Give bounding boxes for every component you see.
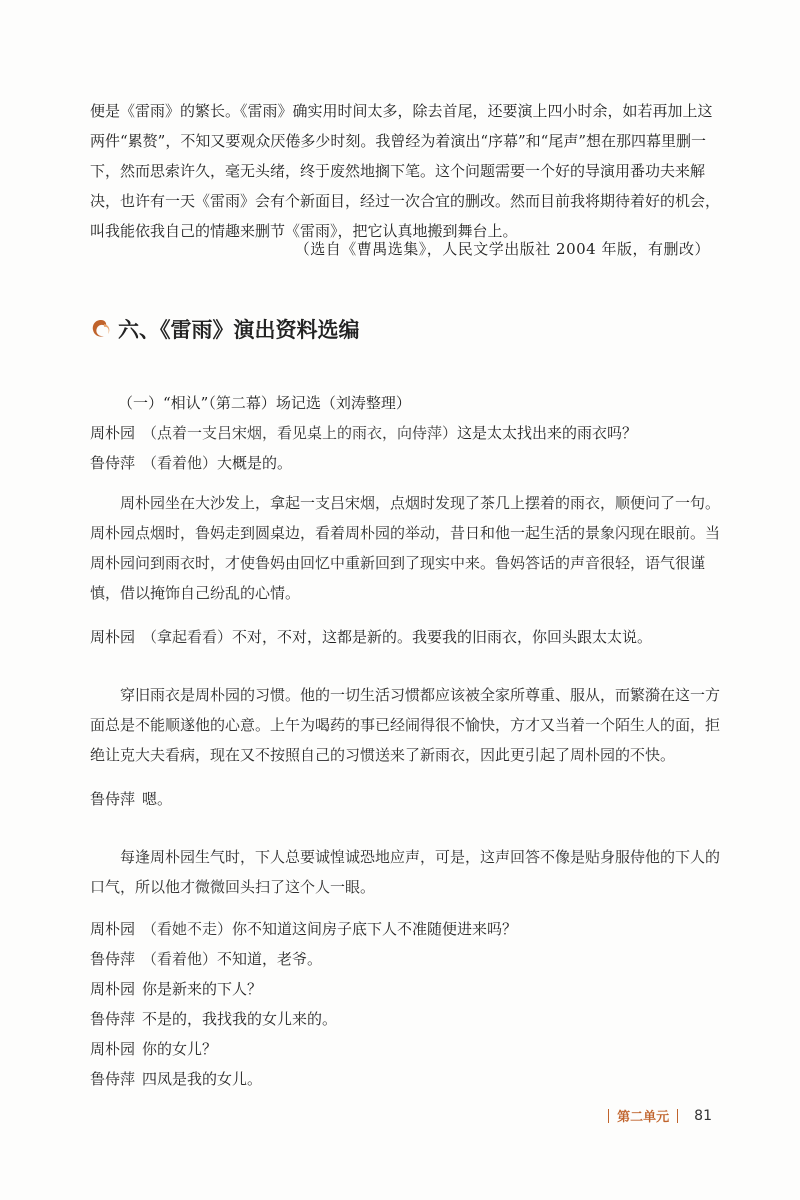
- dialog-line: [90, 784, 730, 814]
- line-text: 这是太太找出来的雨衣吗？: [457, 424, 638, 442]
- speaker: 周朴园: [90, 628, 136, 646]
- dialog-group-3: [90, 784, 730, 814]
- section-title: 六、《雷雨》演出资料选编: [118, 318, 360, 342]
- dialog-line: [90, 944, 730, 974]
- dialog-group-4: [90, 914, 730, 1094]
- line-text: 你不知道这间房子底下人不准随便进来吗？: [232, 920, 518, 938]
- citation: （选自《曹禺选集》，人民文学出版社 2004 年版，有删改）: [294, 240, 710, 258]
- speaker: 鲁侍萍: [90, 454, 136, 472]
- stage-direction: （看着他）: [142, 950, 218, 968]
- footer-divider: [608, 1109, 609, 1123]
- speaker: 鲁侍萍: [90, 1070, 136, 1088]
- line-text: 四凤是我的女儿。: [142, 1070, 263, 1088]
- stage-direction: （拿起看看）: [142, 628, 233, 646]
- speaker: 周朴园: [90, 920, 136, 938]
- section-heading: [90, 312, 360, 346]
- dialog-line: [90, 914, 730, 944]
- dialog-group-1: [90, 418, 730, 478]
- page-footer: [608, 1106, 712, 1125]
- subheading: （一）“相认”（第二幕）场记选（刘涛整理）: [118, 394, 411, 412]
- stage-direction: （看她不走）: [142, 920, 233, 938]
- line-text: 不是的，我找我的女儿来的。: [142, 1010, 338, 1028]
- footer-unit-label: 第二单元: [617, 1110, 670, 1125]
- stage-direction: （看着他）: [142, 454, 218, 472]
- speaker: 周朴园: [90, 424, 136, 442]
- dialog-line: [90, 448, 730, 478]
- dialog-line: [90, 1034, 730, 1064]
- stage-direction: （点着一支吕宋烟，看见桌上的雨衣，向侍萍）: [142, 424, 458, 442]
- line-text: 你是新来的下人？: [142, 980, 263, 998]
- dialog-line: [90, 622, 730, 652]
- swirl-icon: [90, 318, 112, 340]
- dialog-line: [90, 974, 730, 1004]
- top-paragraph: 便是《雷雨》的繁长。《雷雨》确实用时间太多，除去首尾，还要演上四小时余，如若再加上这两件“累赘”，不知又要观众厌倦多少时刻。我曾经为着演出“序幕”和“尾声”想在那四幕里删一下，然而思索许久，毫无头绪，终于废然地搁下笔。这个问题需要一个好的导演用番功夫来解决，也许有一天《雷雨》会有个新面目，经过一次合宜的删改。然而目前我将期待着好的机会，叫我能依我自己的情趣来删节《雷雨》，把它认真地搬到舞台上。: [90, 102, 721, 240]
- line-text: 嗯。: [142, 790, 173, 808]
- dialog-line: [90, 1064, 730, 1094]
- speaker: 鲁侍萍: [90, 950, 136, 968]
- line-text: 你的女儿？: [142, 1040, 218, 1058]
- narration-2: 穿旧雨衣是周朴园的习惯。他的一切生活习惯都应该被全家所尊重、服从，而繁漪在这一方面总是不能顺遂他的心意。上午为喝药的事已经闹得很不愉快，方才又当着一个陌生人的面，拒绝让克大夫看病，现在又不按照自己的习惯送来了新雨衣，因此更引起了周朴园的不快。: [90, 686, 721, 764]
- speaker: 周朴园: [90, 1040, 136, 1058]
- line-text: 不对，不对，这都是新的。我要我的旧雨衣，你回头跟太太说。: [232, 628, 653, 646]
- narration-3: 每逢周朴园生气时，下人总要诚惶诚恐地应声，可是，这声回答不像是贴身服侍他的下人的口气，所以他才微微回头扫了这个人一眼。: [90, 848, 721, 896]
- dialog-line: [90, 418, 730, 448]
- page-number: 81: [694, 1107, 712, 1124]
- dialog-line: [90, 1004, 730, 1034]
- line-text: 不知道，老爷。: [217, 950, 323, 968]
- speaker: 鲁侍萍: [90, 1010, 136, 1028]
- dialog-group-2: [90, 622, 730, 652]
- narration-1: 周朴园坐在大沙发上，拿起一支吕宋烟，点烟时发现了茶几上摆着的雨衣，顺便问了一句。周朴园点烟时，鲁妈走到圆桌边，看着周朴园的举动，昔日和他一起生活的景象闪现在眼前。当周朴园问到雨衣时，才使鲁妈由回忆中重新回到了现实中来。鲁妈答话的声音很轻，语气很谨慎，借以掩饰自己纷乱的心情。: [90, 494, 721, 602]
- footer-divider: [677, 1109, 678, 1123]
- speaker: 鲁侍萍: [90, 790, 136, 808]
- speaker: 周朴园: [90, 980, 136, 998]
- line-text: 大概是的。: [217, 454, 293, 472]
